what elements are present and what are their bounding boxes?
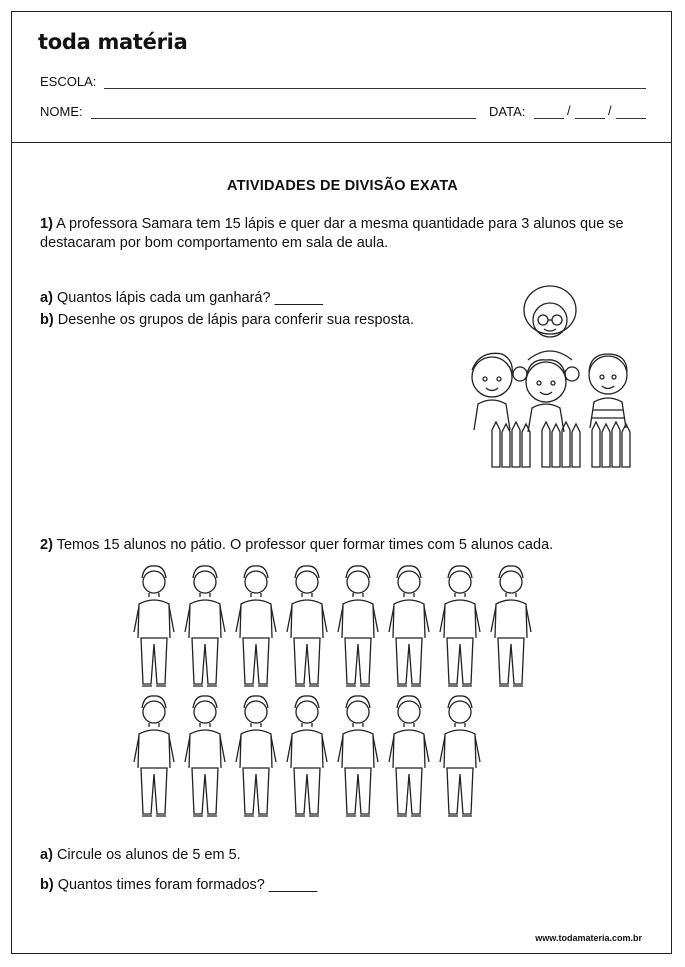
question-1-statement: A professora Samara tem 15 lápis e quer dar a mesma quantidade para 3 alunos que se destacaram por bom comportamento em sala de aula. <box>40 216 624 251</box>
footer-url: www.todamateria.com.br <box>535 933 642 943</box>
student-figure <box>236 566 276 686</box>
question-1a-label: a) <box>40 290 53 306</box>
question-2-number: 2) <box>40 537 53 553</box>
date-separator: / <box>608 103 612 118</box>
date-year-field[interactable] <box>616 118 646 119</box>
question-1b-label: b) <box>40 312 54 328</box>
student-figure <box>338 566 378 686</box>
question-1-number: 1) <box>40 216 53 232</box>
student-figure <box>134 566 174 686</box>
student-figure <box>185 566 225 686</box>
page-title: ATIVIDADES DE DIVISÃO EXATA <box>227 178 458 194</box>
question-2-text <box>40 536 553 555</box>
student-figure <box>440 566 480 686</box>
escola-field[interactable] <box>104 88 646 89</box>
escola-label: ESCOLA: <box>40 74 97 89</box>
question-2-statement: Temos 15 alunos no pátio. O professor quer formar times com 5 alunos cada. <box>56 537 554 553</box>
question-1a-text: Quantos lápis cada um ganhará? ______ <box>56 290 323 306</box>
question-2b-text: Quantos times foram formados? ______ <box>57 877 318 893</box>
question-2a <box>40 846 241 865</box>
question-1b-text: Desenhe os grupos de lápis para conferir sua resposta. <box>57 312 414 328</box>
teacher-kids-pencils-illustration <box>462 282 632 472</box>
nome-field[interactable] <box>91 118 476 119</box>
date-separator: / <box>567 103 571 118</box>
question-2b-label: b) <box>40 877 54 893</box>
nome-label: NOME: <box>40 104 83 119</box>
student-figure <box>236 696 276 816</box>
question-1a <box>40 289 323 308</box>
student-figure <box>389 566 429 686</box>
student-figure <box>287 696 327 816</box>
data-label: DATA: <box>489 104 526 119</box>
question-2b <box>40 876 317 895</box>
student-figure <box>389 696 429 816</box>
student-figure <box>287 566 327 686</box>
question-1b <box>40 311 414 330</box>
student-figure <box>440 696 480 816</box>
student-figure <box>491 566 531 686</box>
logo: toda matéria <box>38 30 188 54</box>
date-month-field[interactable] <box>575 118 605 119</box>
students-illustration <box>130 560 560 820</box>
student-figure <box>134 696 174 816</box>
student-figure <box>338 696 378 816</box>
date-day-field[interactable] <box>534 118 564 119</box>
question-2a-text: Circule os alunos de 5 em 5. <box>56 847 241 863</box>
header-divider <box>11 142 672 143</box>
question-2a-label: a) <box>40 847 53 863</box>
question-1-text <box>40 215 650 253</box>
student-figure <box>185 696 225 816</box>
